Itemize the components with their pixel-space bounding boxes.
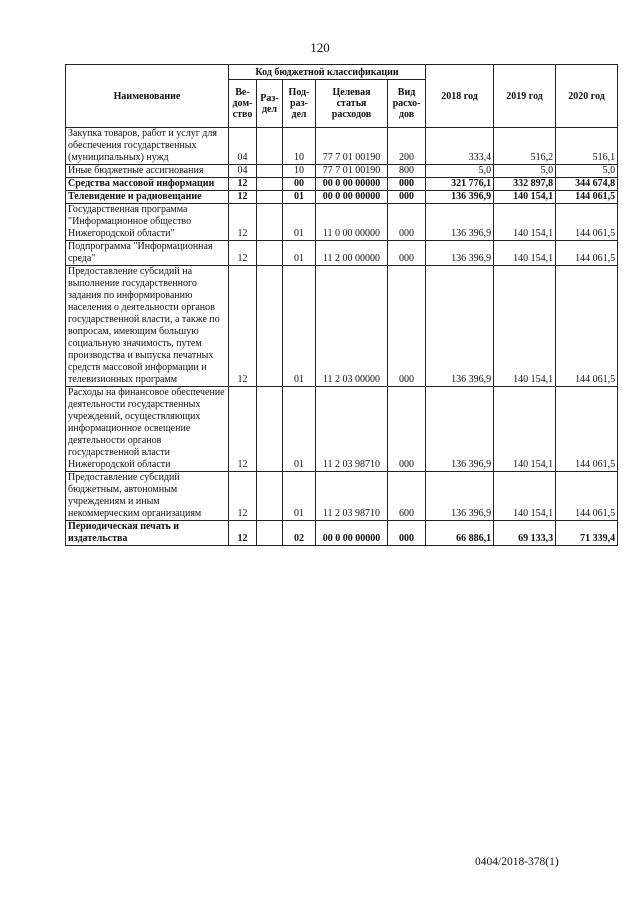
row-tselevaya-statya: 11 0 00 00000 — [316, 204, 388, 241]
row-name: Расходы на финансовое обеспечение деятельности государственных учреждений, осуществляющих информационное освещение деятельности органов государственной власти Нижегородской области — [66, 387, 229, 472]
row-podrazdel: 01 — [283, 472, 316, 521]
row-value-2018: 136 396,9 — [426, 472, 494, 521]
row-podrazdel: 01 — [283, 191, 316, 204]
row-podrazdel: 10 — [283, 128, 316, 165]
row-name: Средства массовой информации — [66, 178, 229, 191]
row-vedomstvo: 12 — [229, 521, 257, 546]
row-value-2019: 140 154,1 — [494, 241, 556, 266]
row-vid-raskhodov: 000 — [388, 204, 426, 241]
row-podrazdel: 00 — [283, 178, 316, 191]
row-value-2019: 140 154,1 — [494, 191, 556, 204]
row-razdel-empty — [257, 472, 283, 521]
row-podrazdel: 02 — [283, 521, 316, 546]
row-podrazdel: 10 — [283, 165, 316, 178]
row-podrazdel: 01 — [283, 387, 316, 472]
row-value-2018: 136 396,9 — [426, 191, 494, 204]
row-value-2019: 140 154,1 — [494, 266, 556, 387]
header-razdel: Раз-дел — [257, 80, 283, 128]
row-value-2019: 140 154,1 — [494, 204, 556, 241]
row-value-2018: 66 886,1 — [426, 521, 494, 546]
row-value-2020: 516,1 — [556, 128, 618, 165]
row-vedomstvo: 12 — [229, 387, 257, 472]
table-row — [66, 266, 618, 387]
row-name: Государственная программа "Информационное общество Нижегородской области" — [66, 204, 229, 241]
row-name: Подпрограмма "Информационная среда" — [66, 241, 229, 266]
row-tselevaya-statya: 11 2 03 98710 — [316, 472, 388, 521]
row-razdel-empty — [257, 128, 283, 165]
row-value-2019: 5,0 — [494, 165, 556, 178]
row-vid-raskhodov: 000 — [388, 178, 426, 191]
row-tselevaya-statya: 11 2 03 98710 — [316, 387, 388, 472]
header-name: Наименование — [66, 65, 229, 128]
row-podrazdel: 01 — [283, 266, 316, 387]
budget-table — [65, 64, 618, 546]
row-vid-raskhodov: 000 — [388, 241, 426, 266]
header-2018: 2018 год — [426, 65, 494, 128]
row-razdel-empty — [257, 191, 283, 204]
row-vid-raskhodov: 000 — [388, 191, 426, 204]
row-value-2020: 344 674,8 — [556, 178, 618, 191]
row-value-2019: 140 154,1 — [494, 387, 556, 472]
row-vid-raskhodov: 000 — [388, 266, 426, 387]
header-2019: 2019 год — [494, 65, 556, 128]
table-body — [66, 128, 618, 546]
row-vedomstvo: 04 — [229, 128, 257, 165]
row-value-2020: 144 061,5 — [556, 204, 618, 241]
row-vid-raskhodov: 600 — [388, 472, 426, 521]
row-value-2018: 136 396,9 — [426, 387, 494, 472]
row-razdel-empty — [257, 266, 283, 387]
row-razdel-empty — [257, 178, 283, 191]
row-value-2020: 144 061,5 — [556, 266, 618, 387]
row-name: Иные бюджетные ассигнования — [66, 165, 229, 178]
row-vedomstvo: 12 — [229, 472, 257, 521]
table-row — [66, 178, 618, 191]
row-tselevaya-statya: 77 7 01 00190 — [316, 165, 388, 178]
row-tselevaya-statya: 00 0 00 00000 — [316, 521, 388, 546]
row-vedomstvo: 12 — [229, 266, 257, 387]
row-podrazdel: 01 — [283, 241, 316, 266]
row-vid-raskhodov: 200 — [388, 128, 426, 165]
header-podrazdel: Под-раз-дел — [283, 80, 316, 128]
row-value-2018: 5,0 — [426, 165, 494, 178]
row-value-2019: 332 897,8 — [494, 178, 556, 191]
row-name: Телевидение и радиовещание — [66, 191, 229, 204]
table-row — [66, 521, 618, 546]
row-value-2018: 321 776,1 — [426, 178, 494, 191]
row-value-2020: 144 061,5 — [556, 472, 618, 521]
row-tselevaya-statya: 11 2 03 00000 — [316, 266, 388, 387]
row-tselevaya-statya: 77 7 01 00190 — [316, 128, 388, 165]
table-row — [66, 241, 618, 266]
document-code: 0404/2018-378(1) — [475, 856, 559, 868]
header-tselevaya-statya: Целевая статья расходов — [316, 80, 388, 128]
row-tselevaya-statya: 00 0 00 00000 — [316, 178, 388, 191]
row-value-2019: 69 133,3 — [494, 521, 556, 546]
page-number: 120 — [310, 40, 330, 55]
row-vid-raskhodov: 800 — [388, 165, 426, 178]
header-classification-group: Код бюджетной классификации — [229, 65, 426, 80]
header-2020: 2020 год — [556, 65, 618, 128]
row-razdel-empty — [257, 521, 283, 546]
row-vedomstvo: 12 — [229, 204, 257, 241]
row-value-2020: 5,0 — [556, 165, 618, 178]
row-tselevaya-statya: 11 2 00 00000 — [316, 241, 388, 266]
table-row — [66, 128, 618, 165]
row-razdel-empty — [257, 241, 283, 266]
row-vid-raskhodov: 000 — [388, 387, 426, 472]
header-vid-raskhodov: Вид расхо-дов — [388, 80, 426, 128]
row-vedomstvo: 04 — [229, 165, 257, 178]
row-value-2018: 136 396,9 — [426, 266, 494, 387]
row-value-2019: 516,2 — [494, 128, 556, 165]
row-vid-raskhodov: 000 — [388, 521, 426, 546]
table-row — [66, 472, 618, 521]
row-name: Закупка товаров, работ и услуг для обеспечения государственных (муниципальных) нужд — [66, 128, 229, 165]
row-vedomstvo: 12 — [229, 241, 257, 266]
row-value-2020: 144 061,5 — [556, 241, 618, 266]
row-razdel-empty — [257, 165, 283, 178]
row-name: Предоставление субсидий на выполнение государственного задания по информированию населения о деятельности органов государственной власти, а также по вопросам, имеющим большую социальную значимость, путем производства и выпуска печатных средств массовой информации и телевизионных программ — [66, 266, 229, 387]
row-vedomstvo: 12 — [229, 191, 257, 204]
row-razdel-empty — [257, 387, 283, 472]
row-value-2018: 136 396,9 — [426, 241, 494, 266]
row-value-2019: 140 154,1 — [494, 472, 556, 521]
row-name: Предоставление субсидий бюджетным, автономным учреждениям и иным некоммерческим организациям — [66, 472, 229, 521]
row-value-2018: 136 396,9 — [426, 204, 494, 241]
row-tselevaya-statya: 00 0 00 00000 — [316, 191, 388, 204]
row-vedomstvo: 12 — [229, 178, 257, 191]
table-row — [66, 204, 618, 241]
table-row — [66, 165, 618, 178]
table-row — [66, 191, 618, 204]
row-razdel-empty — [257, 204, 283, 241]
row-value-2020: 144 061,5 — [556, 387, 618, 472]
table-row — [66, 387, 618, 472]
row-value-2018: 333,4 — [426, 128, 494, 165]
row-value-2020: 71 339,4 — [556, 521, 618, 546]
row-name: Периодическая печать и издательства — [66, 521, 229, 546]
row-podrazdel: 01 — [283, 204, 316, 241]
header-vedomstvo: Ве-дом-ство — [229, 80, 257, 128]
row-value-2020: 144 061,5 — [556, 191, 618, 204]
